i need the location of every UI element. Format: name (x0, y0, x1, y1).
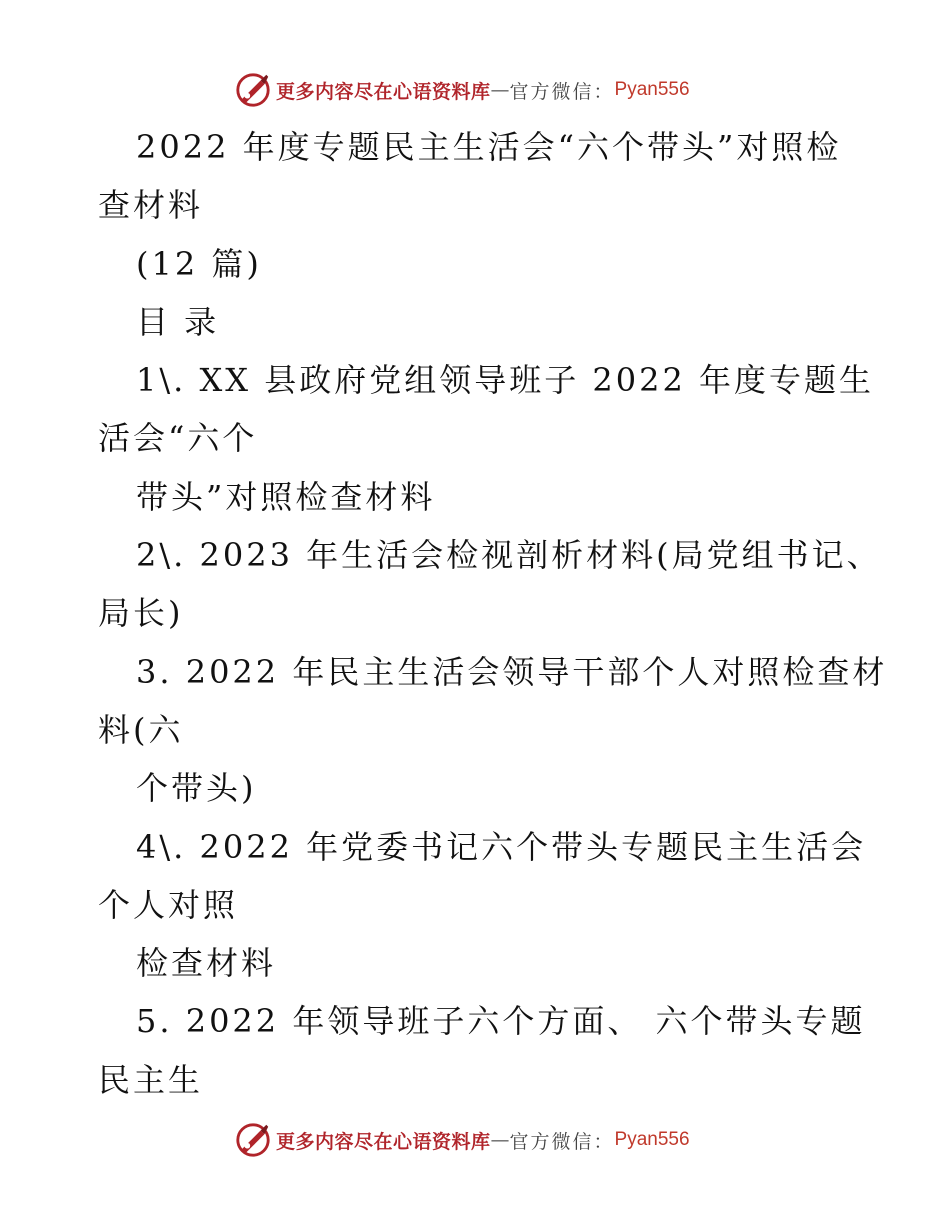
pen-logo-icon (234, 1121, 272, 1159)
doc-title-line-1: 2022 年度专题民主生活会“六个带头”对照检 (136, 128, 842, 166)
footer-wechat-id: Pyan556 (614, 1129, 690, 1150)
toc-item-3-line-3: 个带头) (136, 769, 257, 808)
banner-separator: — (490, 79, 510, 101)
toc-item-1-line-1: 1\. XX 县政府党组领导班子 2022 年度专题生 (136, 361, 875, 400)
doc-count-line: (12 篇) (136, 244, 262, 283)
toc-item-5-line-1: 5. 2022 年领导班子六个方面、 六个带头专题 (136, 1002, 866, 1041)
toc-item-5-line-2: 民主生 (98, 1060, 204, 1099)
document-body (98, 118, 888, 1109)
toc-item-4-line-3: 检查材料 (136, 944, 277, 983)
toc-item-1-line-2: 活会“六个 (98, 419, 258, 458)
toc-item-2-line-2: 局长) (98, 594, 184, 633)
toc-item-4-line-2: 个人对照 (98, 885, 239, 924)
toc-item-4-line-1: 4\. 2022 年党委书记六个带头专题民主生活会 (136, 827, 867, 866)
header-banner (234, 70, 690, 110)
toc-item-1-line-3: 带头”对照检查材料 (136, 477, 436, 516)
banner-wechat-id: Pyan556 (614, 79, 690, 100)
banner-wechat-label: 官方微信： (509, 80, 615, 103)
banner-brand-text: 更多内容尽在心语资料库 (276, 80, 491, 103)
footer-separator: — (490, 1129, 510, 1151)
toc-item-2-line-1: 2\. 2023 年生活会检视剖析材料(局党组书记、 (136, 536, 882, 575)
footer-brand-text: 更多内容尽在心语资料库 (276, 1130, 491, 1153)
pen-logo-icon (234, 71, 272, 109)
toc-heading: 目 录 (136, 302, 220, 341)
footer-wechat-label: 官方微信： (509, 1130, 615, 1153)
doc-title-line-2: 查材料 (98, 186, 204, 225)
footer-banner (234, 1120, 690, 1160)
toc-item-3-line-2: 料(六 (98, 710, 184, 749)
toc-item-3-line-1: 3. 2022 年民主生活会领导干部个人对照检查材 (136, 652, 888, 691)
